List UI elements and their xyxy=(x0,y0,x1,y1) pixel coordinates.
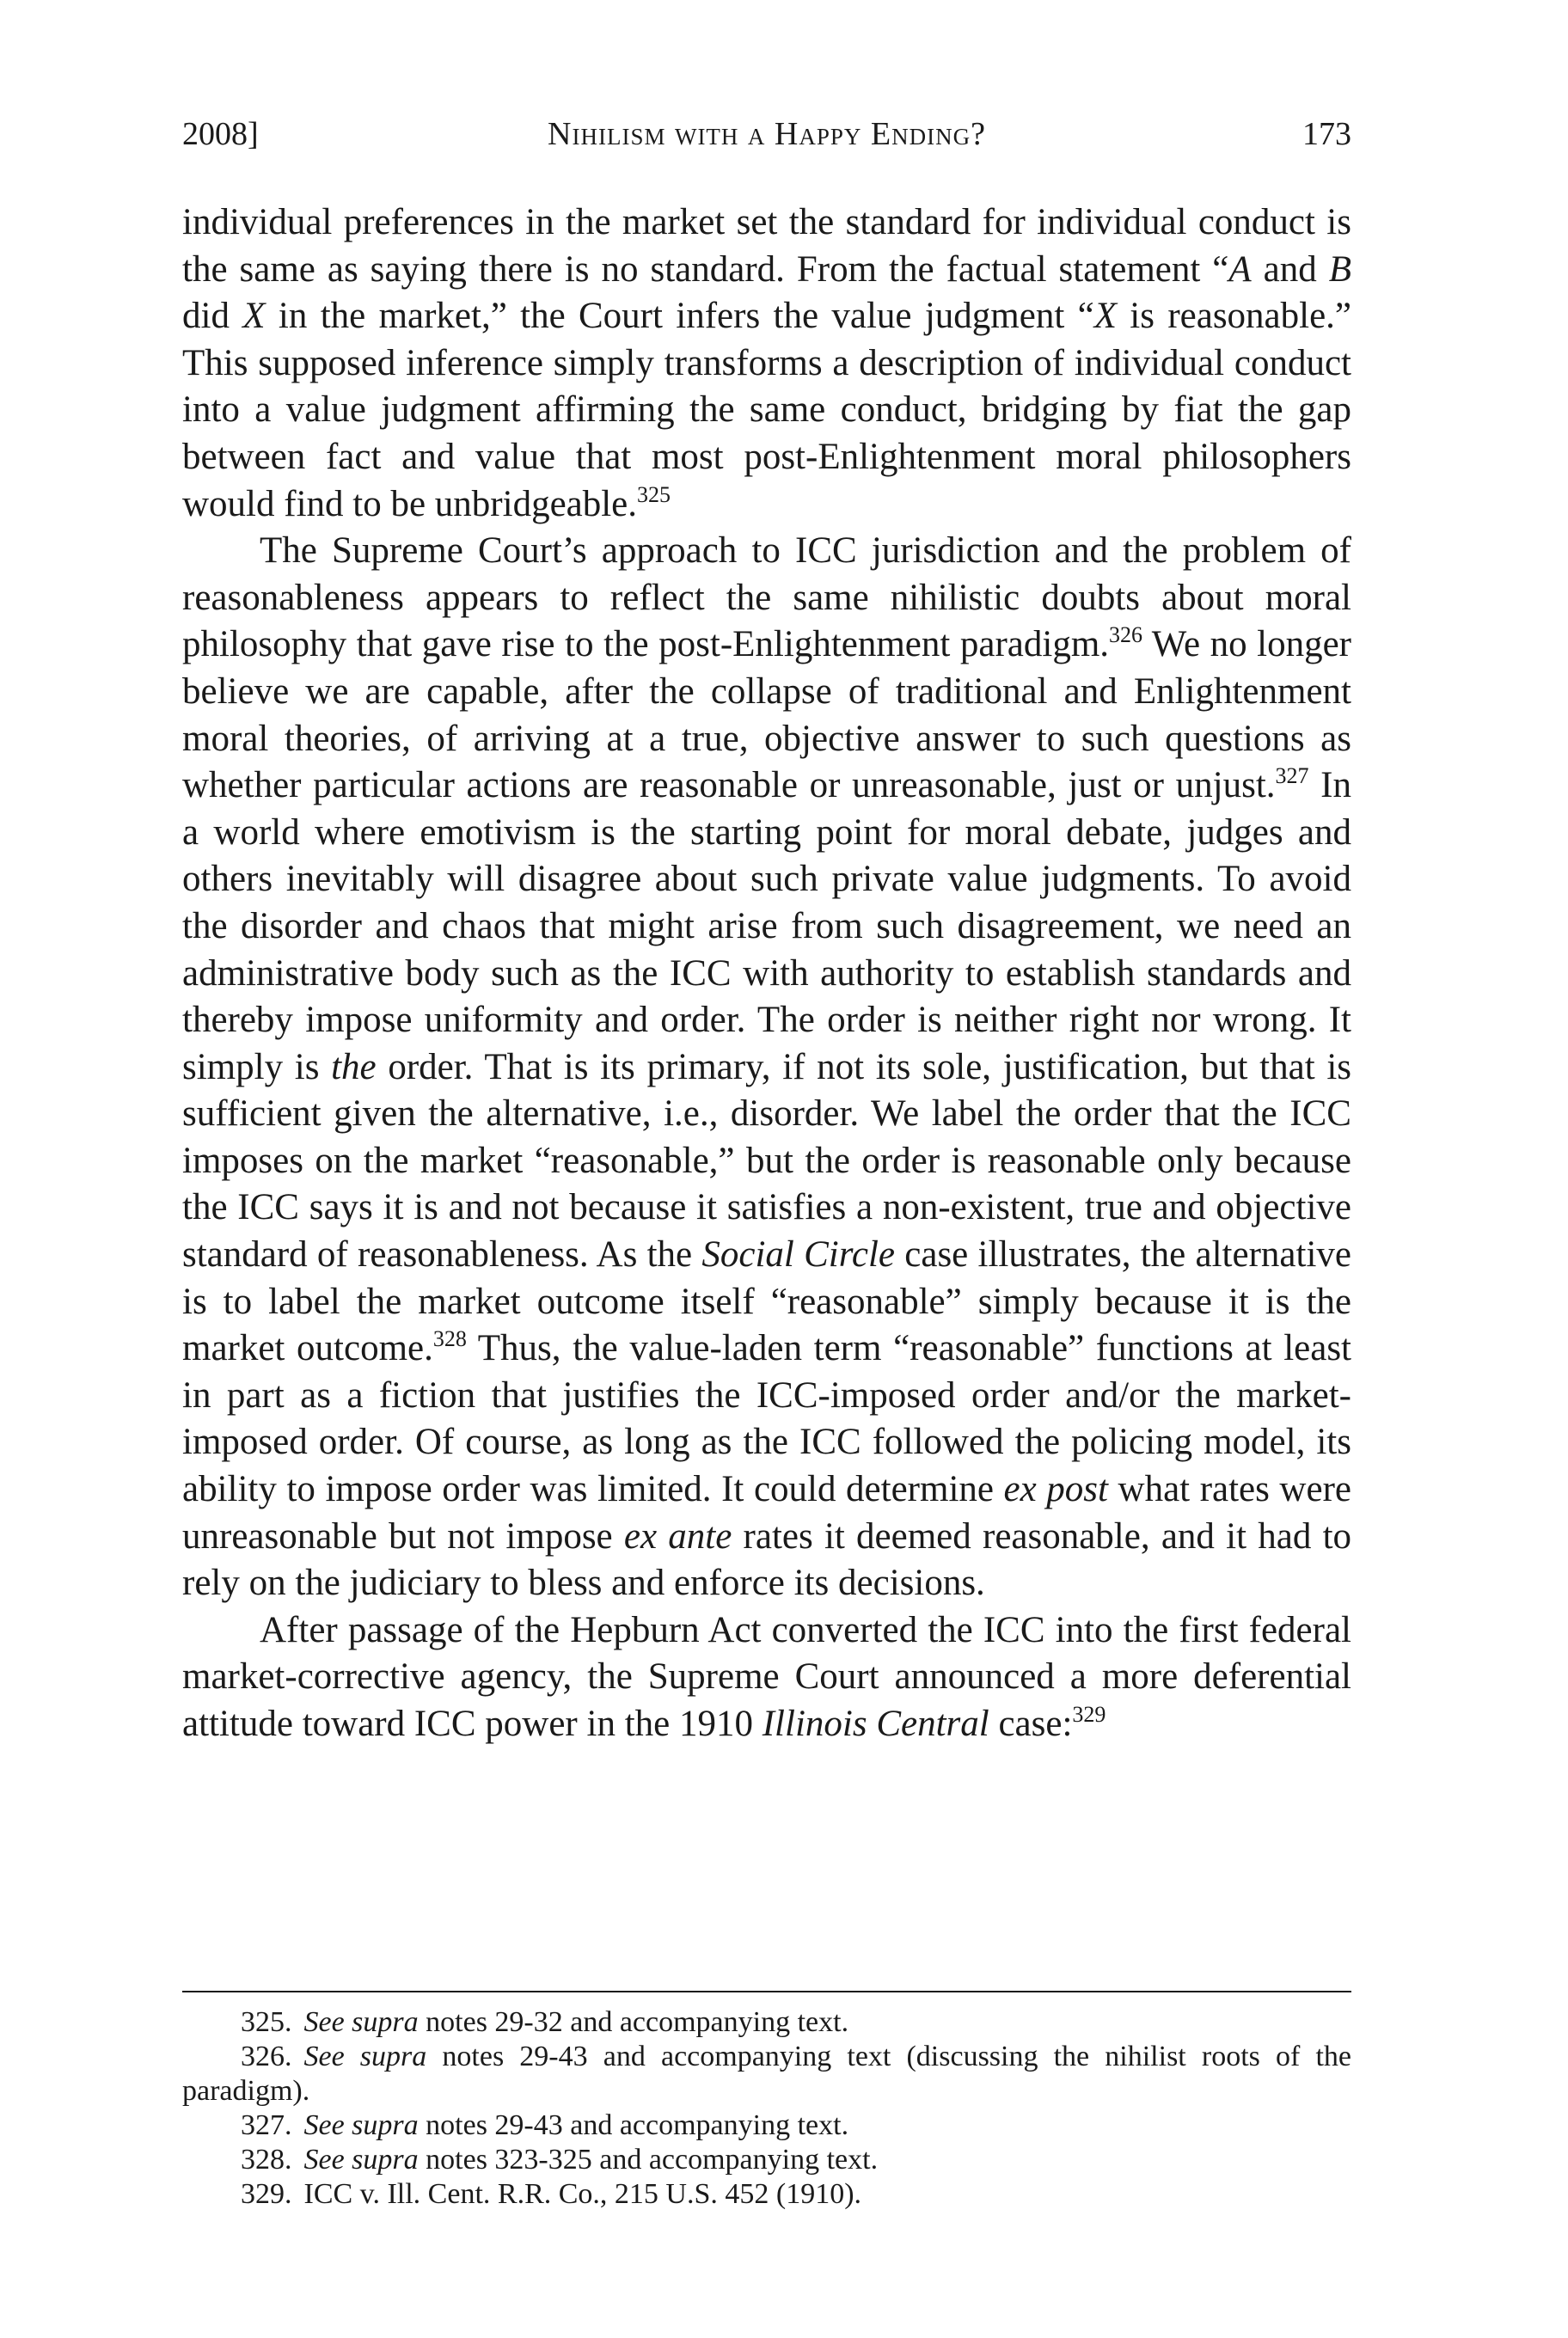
footnote-ref-325[interactable]: 325 xyxy=(637,481,671,507)
page-number: 173 xyxy=(1302,116,1351,152)
article-body xyxy=(182,199,1351,1748)
footnote-325: 325. See supra notes 29-32 and accompanying text. xyxy=(241,2006,849,2038)
paragraph-2: The Supreme Court’s approach to ICC jurisdiction and the problem of reasonableness appears to reflect the same nihilistic doubts about moral philosophy that gave rise to the post-Enlightenment paradigm.$^{326}$ We no longer believe we are capable, after the collapse of traditional and Enlightenment moral theories, of arriving at a true, objective answer to such questions as whether particular actions are reasonable or unreasonable, just or unjust.$^{327}$ In a world where emotivism is the starting point for moral debate, judges and others inevitably will disagree about such private value judgments. To avoid the disorder and chaos that might arise from such disagreement, we need an administrative body such as the ICC with authority to establish standards and thereby impose uniformity and order. The order is neither right nor wrong. It simply is the order. That is its primary, if not its sole, justification, but that is sufficient given the alternative, i.e., disorder. We label the order that the ICC imposes on the market “reasonable,” but the order is reasonable only because the ICC says it is and not because it satisfies a non-existent, true and objective standard of reasonableness. As the Social Circle case illustrates, the alternative is to label the market outcome itself “reasonable” simply because it is the market outcome.$^{328}$ Thus, the value-laden term “reasonable” functions at least in part as a fiction that justifies the ICC-imposed order and/or the market-imposed order. Of course, as long as the ICC followed the policing model, its ability to impose order was limited. It could determine ex post what rates were unreasonable but not impose ex ante rates it deemed reasonable, and it had to rely on the judiciary to bless and enforce its decisions. xyxy=(182,530,1352,1604)
footnote-divider xyxy=(182,1991,1351,1992)
footnote-ref-328[interactable]: 328 xyxy=(432,1326,467,1352)
footnote-329: 329. ICC v. Ill. Cent. R.R. Co., 215 U.S. 452 (1910). xyxy=(241,2178,862,2210)
footnote-ref-327[interactable]: 327 xyxy=(1275,763,1309,789)
paragraph-1: individual preferences in the market set the standard for individual conduct is the same as saying there is no standard. From the factual statement “A and B did X in the market,” the Court infers the value judgment “X is reasonable.” This supposed inference simply transforms a description of individual conduct into a value judgment affirming the same conduct, bridging by fiat the gap between fact and value that most post-Enlightenment moral philosophers would find to be unbridgeable.$^{325}$ xyxy=(182,202,1351,524)
running-header xyxy=(182,108,1351,160)
header-year: 2008] xyxy=(182,116,259,152)
paragraph-3: After passage of the Hepburn Act converted the ICC into the first federal market-corrective agency, the Supreme Court announced a more deferential attitude toward ICC power in the 1910 Illinois Central case:$^{329}$ xyxy=(182,1609,1351,1744)
header-title: Nihilism with a Happy Ending? xyxy=(548,116,986,152)
footnote-ref-329[interactable]: 329 xyxy=(1072,1702,1106,1727)
footnote-327: 327. See supra notes 29-43 and accompanying text. xyxy=(241,2109,849,2141)
footnotes xyxy=(182,2005,1351,2212)
footnote-328: 328. See supra notes 323-325 and accompanying text. xyxy=(241,2144,879,2176)
footnote-326: 326. See supra notes 29-43 and accompanying text (discussing the nihilist roots of the paradigm). xyxy=(182,2041,1351,2107)
footnote-ref-326[interactable]: 326 xyxy=(1109,622,1143,648)
